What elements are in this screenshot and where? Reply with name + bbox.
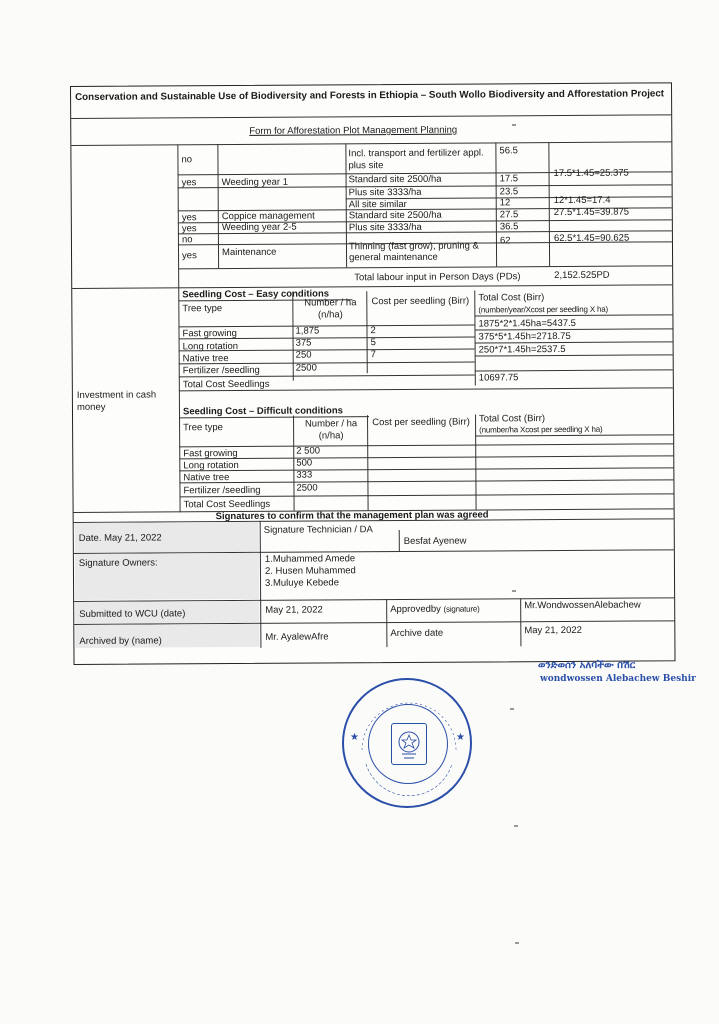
easy-col-total: Total Cost (Birr) [478,292,545,304]
labour-activity: Weeding year 1 [221,176,289,189]
labour-pd: 12 [499,197,511,209]
easy-type: Fertilizer /seedling [182,364,260,377]
easy-number: 250 [295,349,312,361]
easy-col-total-sub: (number/year/Xcost per seedling X ha) [478,304,608,315]
difficult-col-total: Total Cost (Birr) [479,413,546,425]
easy-cost: 2 [370,325,376,337]
yn-cell: yes [182,250,197,262]
signatures-title: Signatures to confirm that the management plan was agreed [215,509,489,523]
technician-name: Besfat Ayenew [403,535,467,547]
easy-number: 1,875 [295,325,320,337]
difficult-type: Long rotation [183,459,239,472]
labour-pd: 56.5 [499,145,518,157]
easy-type: Native tree [182,353,229,365]
easy-type: Long rotation [182,340,239,353]
easy-col-type: Tree type [182,303,223,315]
easy-col-cost: Cost per seedling (Birr) [371,295,470,308]
easy-cost: 5 [370,337,376,349]
easy-total: 250*7*1.45h=2537.5 [478,343,566,356]
easy-col-number: Number / ha (n/ha) [304,297,357,321]
archived-label: Archived by (name) [79,635,162,647]
labour-activity: Weeding year 2-5 [221,221,297,234]
approved-name: Mr.WondwossenAlebachew [524,599,641,612]
easy-title: Seedling Cost – Easy conditions [182,288,330,301]
technician-label: Signature Technician / DA [263,524,373,536]
approved-label: Approvedby (signature) [390,603,480,616]
total-labour-label: Total labour input in Person Days (PDs) [354,271,521,284]
star-icon: ★ [350,732,359,743]
labour-pd: 62 [499,235,511,247]
easy-cost: 7 [370,349,376,361]
labour-pd: 17.5 [499,173,519,185]
labour-detail: Standard site 2500/ha [348,209,442,222]
owner-1: 1.Muhammed Amede [264,553,356,565]
difficult-type: Fertilizer /seedling [183,484,261,497]
labour-pd: 23.5 [499,186,519,198]
handwritten-signature-latin: wondwossen Alebachew Beshir [540,674,696,684]
archive-date-label: Archive date [390,627,444,640]
labour-detail: Incl. transport and fertilizer appl. plus site [348,147,484,172]
labour-detail: Standard site 2500/ha [348,173,442,186]
difficult-type: Fast growing [183,447,238,460]
date-label: Date. May 21, 2022 [78,532,162,544]
archive-date: May 21, 2022 [524,624,582,637]
investment-label: Investment in cash money [76,389,157,413]
total-labour-value: 2,152.525PD [554,269,610,282]
easy-number: 2500 [295,362,317,374]
difficult-col-cost: Cost per seedling (Birr) [372,416,470,429]
handwritten-signature-amharic: ወንድወሰን አለባችው በሽር [538,660,636,671]
difficult-number: 2 500 [296,445,321,457]
yn-cell: no [181,234,193,246]
difficult-col-number: Number / ha (n/ha) [304,418,358,442]
difficult-title: Seedling Cost – Difficult conditions [182,405,343,418]
afforestation-form [70,82,676,665]
easy-type: Fast growing [182,327,237,340]
archived-name: Mr. AyalewAfre [265,631,329,643]
difficult-col-type: Tree type [183,422,223,434]
submitted-date: May 21, 2022 [265,604,323,616]
difficult-type: Native tree [183,472,230,484]
yn-cell: yes [181,177,197,189]
difficult-number: 333 [296,469,313,481]
project-title: Conservation and Sustainable Use of Biodiversity and Forests in Ethiopia – South Wollo Biodiversity and Afforestation Project [75,88,665,103]
owner-3: 3.Muluye Kebede [265,577,340,589]
submitted-label: Submitted to WCU (date) [79,608,186,620]
easy-total-label: Total Cost Seedlings [182,378,270,391]
form-title: Form for Afforestation Plot Management Planning [249,124,458,137]
yn-cell: no [181,154,193,166]
difficult-number: 500 [296,457,313,469]
official-stamp [342,678,472,808]
labour-activity: Maintenance [221,246,277,259]
difficult-number: 2500 [296,482,318,494]
owner-2: 2. Husen Muhammed [264,565,356,577]
labour-pd: 27.5 [499,209,519,221]
labour-detail: Thinning (fast grow), pruning & general maintenance [348,240,479,264]
labour-activity: Coppice management [221,210,315,223]
owners-label: Signature Owners: [78,557,158,569]
easy-total-value: 10697.75 [478,372,519,384]
yn-cell: yes [181,223,197,235]
yn-cell: yes [181,212,197,224]
difficult-col-total-sub: (number/ha Xcost per seedling X ha) [479,424,603,435]
labour-detail: Plus site 3333/ha [348,221,422,234]
labour-detail: Plus site 3333/ha [348,186,422,199]
easy-total: 1875*2*1.45ha=5437.5 [478,317,576,330]
easy-total: 375*5*1.45h=2718.75 [478,330,571,343]
stamp-ring-lettering [344,680,474,810]
star-icon: ★ [456,732,465,743]
difficult-total-label: Total Cost Seedlings [183,498,271,511]
labour-calc: 12*1.45=17.4 [553,194,611,207]
labour-pd: 36.5 [499,221,519,233]
labour-calc: 62.5*1.45=90.625 [553,232,630,245]
labour-calc: 17.5*1.45=25.375 [553,167,629,180]
labour-detail: All site similar [348,198,407,211]
labour-calc: 27.5*1.45=39.875 [553,206,630,219]
easy-number: 375 [295,337,312,349]
